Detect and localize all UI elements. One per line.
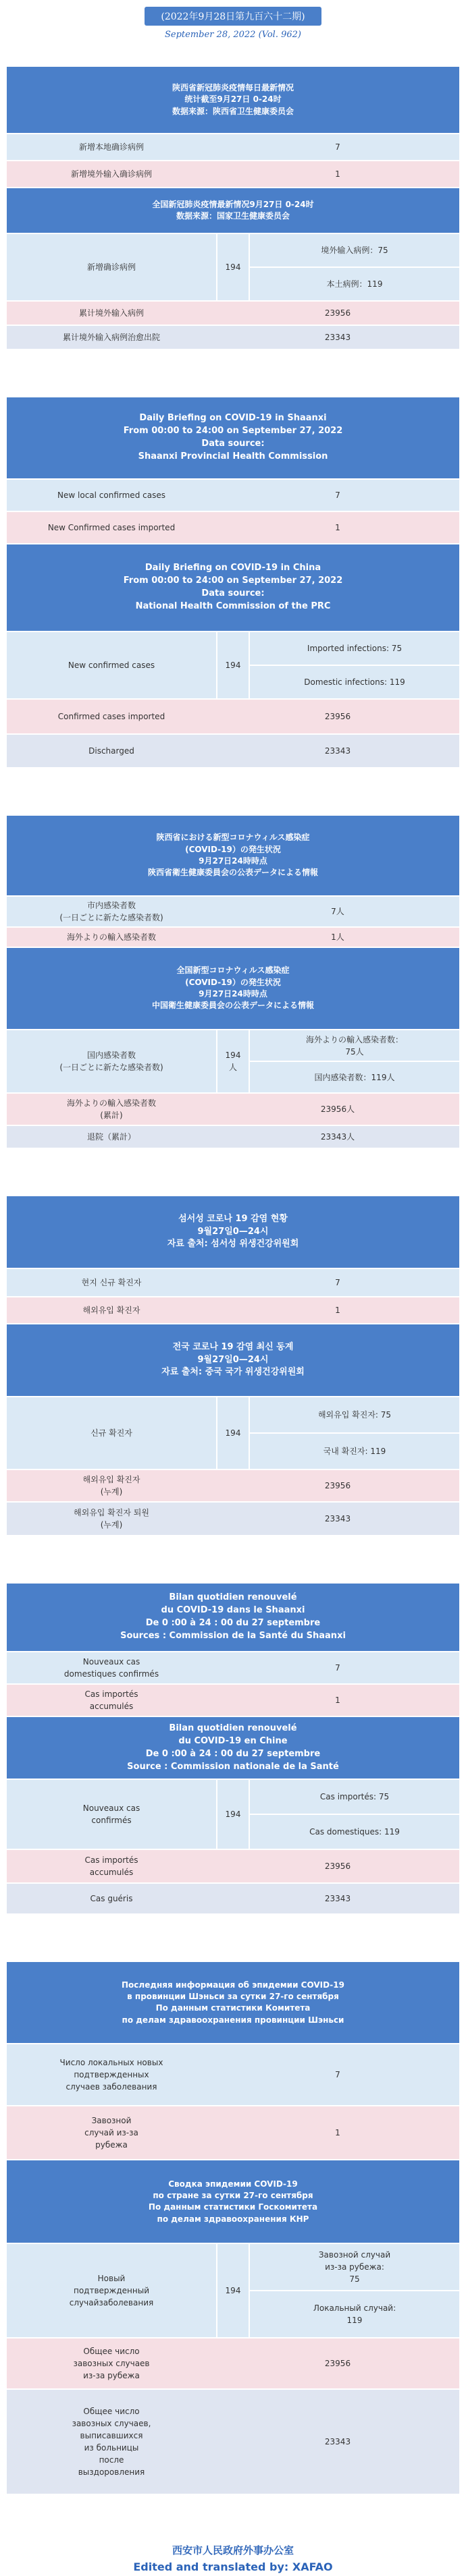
shaanxi-row <box>7 512 459 544</box>
shaanxi-row <box>7 1685 459 1717</box>
row-label: Число локальных новых подтвержденных случаев заболевания <box>7 2044 216 2105</box>
row-value: 1 <box>216 1685 459 1716</box>
shaanxi-row <box>7 480 459 512</box>
shaanxi-header-line: Последняя информация об эпидемии COVID-19 <box>122 1980 344 1990</box>
national-row <box>7 1850 459 1884</box>
shaanxi-header-line: в провинции Шэньси за сутки 27-го сентября <box>127 1991 339 2001</box>
new-cases-label: New confirmed cases <box>7 632 216 698</box>
new-cases-label: 国内感染者数 (一日ごとに新たな感染者数) <box>7 1030 216 1092</box>
imported-cases: 境外输入病例：75 <box>250 234 459 267</box>
new-cases-breakdown <box>250 1030 459 1092</box>
new-cases-total: 194 <box>216 1397 250 1469</box>
domestic-cases: Cas domestiques: 119 <box>250 1814 459 1849</box>
shaanxi-header-line: du COVID-19 dans le Shaanxi <box>161 1605 305 1616</box>
row-label: Cas importés accumulés <box>7 1850 216 1882</box>
national-header-line: De 0 :00 à 24 : 00 du 27 septembre <box>145 1748 321 1759</box>
row-label: 海外よりの輸入感染者数 <box>7 928 216 947</box>
national-header <box>7 188 459 234</box>
new-cases-total: 194 <box>216 1780 250 1849</box>
row-label: Завозной случай из-за рубежа <box>7 2106 216 2159</box>
new-cases-label: Nouveaux cas confirmés <box>7 1780 216 1849</box>
domestic-cases: 国内感染者数：119人 <box>250 1061 459 1092</box>
national-row <box>7 326 459 350</box>
national-row <box>7 302 459 326</box>
shaanxi-header-line: 数据来源：陕西省卫生健康委员会 <box>172 106 294 116</box>
row-label: 累计境外输入病例治愈出院 <box>7 326 216 349</box>
shaanxi-header-line: Shaanxi Provincial Health Commission <box>138 451 328 461</box>
shaanxi-row <box>7 2044 459 2106</box>
domestic-cases: 本土病例：119 <box>250 267 459 300</box>
national-header <box>7 2160 459 2244</box>
row-label: 累计境外输入病例 <box>7 302 216 325</box>
row-value: 1 <box>216 2106 459 2159</box>
shaanxi-row <box>7 2106 459 2160</box>
row-value: 7 <box>216 480 459 511</box>
national-header-line: Daily Briefing on COVID-19 in China <box>145 563 321 573</box>
row-label: Nouveaux cas domestiques confirmés <box>7 1652 216 1683</box>
new-cases-breakdown <box>250 234 459 300</box>
row-label: New local confirmed cases <box>7 480 216 511</box>
national-header-line: 9월27일0—24시 <box>197 1354 269 1365</box>
row-value: 23343 <box>216 326 459 349</box>
row-value: 1 <box>216 161 459 187</box>
row-value: 23343 <box>216 1884 459 1913</box>
row-value: 1人 <box>216 928 459 947</box>
shaanxi-header-line: 9月27日24時時点 <box>199 856 267 866</box>
row-value: 23343 <box>216 1503 459 1535</box>
national-row <box>7 700 459 735</box>
section-en <box>7 397 459 768</box>
row-value: 7 <box>216 2044 459 2105</box>
section-zh <box>7 67 459 350</box>
national-header-line: 全国新冠肺炎疫情最新情况9月27日 0-24时 <box>152 199 314 209</box>
shaanxi-header <box>7 1962 459 2044</box>
shaanxi-header-line: 陝西省における新型コロナウィルス感染症 <box>156 833 310 843</box>
national-header-line: Data source: <box>201 588 265 598</box>
national-header <box>7 1324 459 1397</box>
new-cases-breakdown <box>250 632 459 698</box>
national-header-line: 자료 출처: 중국 국가 위생건강위원회 <box>161 1367 305 1378</box>
row-label: 현지 신규 확진자 <box>7 1269 216 1296</box>
national-header-line: 中国衛生健康委員会の公表データによる情報 <box>151 1001 314 1011</box>
row-label: 新增本地确诊病例 <box>7 134 216 160</box>
national-row <box>7 1503 459 1536</box>
row-value: 7 <box>216 1269 459 1296</box>
shaanxi-row <box>7 897 459 928</box>
section-fr <box>7 1584 459 1915</box>
row-label: Cas importés accumulés <box>7 1685 216 1716</box>
issue-date-cn: (2022年9月28日第九百六十二期) <box>145 7 321 26</box>
row-label: 해외유입 확진자 퇴원 (누계) <box>7 1503 216 1535</box>
imported-cases: 海外よりの輸入感染者数： 75人 <box>250 1030 459 1061</box>
shaanxi-header-line: 统计截至9月27日 0-24时 <box>184 94 282 105</box>
row-label: Confirmed cases imported <box>7 700 216 733</box>
national-header-line: (COVID-19）の発生状況 <box>185 977 281 987</box>
footer-credit: Edited and translated by: XAFAO <box>133 2560 333 2574</box>
row-value: 23343 <box>216 2390 459 2494</box>
shaanxi-row <box>7 1652 459 1685</box>
new-cases-breakdown <box>250 1397 459 1469</box>
footer-org: 西安市人民政府外事办公室 <box>172 2544 294 2557</box>
shaanxi-row <box>7 134 459 161</box>
shaanxi-header <box>7 1584 459 1652</box>
row-value: 23956 <box>216 700 459 733</box>
row-label: 新增境外输入确诊病例 <box>7 161 216 187</box>
row-label: 市内感染者数 (一日ごとに新たな感染者数) <box>7 897 216 926</box>
new-cases-row <box>7 632 459 700</box>
national-header-line: Сводка эпидемии COVID-19 <box>168 2179 298 2189</box>
new-cases-total: 194 <box>216 234 250 300</box>
new-cases-row <box>7 1030 459 1094</box>
row-value: 23956 <box>216 1850 459 1882</box>
row-label: Discharged <box>7 735 216 767</box>
national-header-line: 全国新型コロナウィルス感染症 <box>176 965 290 976</box>
new-cases-breakdown <box>250 2244 459 2337</box>
national-header-line: Bilan quotidien renouvelé <box>169 1723 297 1733</box>
row-value: 23956 <box>216 302 459 325</box>
imported-cases: Imported infections: 75 <box>250 632 459 665</box>
row-value: 1 <box>216 512 459 543</box>
new-cases-label: 신규 확진자 <box>7 1397 216 1469</box>
shaanxi-header-line: По данным статистики Комитета <box>155 2003 311 2013</box>
shaanxi-header-line: Data source: <box>201 439 265 449</box>
new-cases-total: 194 <box>216 632 250 698</box>
national-row <box>7 735 459 768</box>
footer <box>7 2542 459 2576</box>
national-header-line: du COVID-19 en Chine <box>178 1735 288 1746</box>
section-ja <box>7 816 459 1149</box>
national-row <box>7 2390 459 2495</box>
row-value: 7 <box>216 1652 459 1683</box>
row-value: 23343 <box>216 735 459 767</box>
shaanxi-header-line: 섬서성 코로나 19 감염 현황 <box>178 1213 288 1224</box>
national-header-line: 전국 코로나 19 감염 최신 동계 <box>172 1341 294 1352</box>
shaanxi-header-line: Daily Briefing on COVID-19 in Shaanxi <box>139 413 327 424</box>
row-label: 海外よりの輸入感染者数 (累計) <box>7 1094 216 1125</box>
shaanxi-header-line: Sources : Commission de la Santé du Shaanxi <box>120 1630 346 1641</box>
imported-cases: Cas importés: 75 <box>250 1780 459 1814</box>
new-cases-breakdown <box>250 1780 459 1849</box>
shaanxi-header <box>7 397 459 480</box>
domestic-cases: 국내 확진자: 119 <box>250 1432 459 1469</box>
shaanxi-row <box>7 161 459 188</box>
row-label: 해외유입 확진자 <box>7 1297 216 1323</box>
national-row <box>7 1470 459 1503</box>
new-cases-total: 194人 <box>216 1030 250 1092</box>
shaanxi-row <box>7 1269 459 1297</box>
row-label: 해외유입 확진자 (누계) <box>7 1470 216 1501</box>
national-header-line: Source : Commission nationale de la Santé <box>127 1761 339 1772</box>
shaanxi-row <box>7 1297 459 1324</box>
shaanxi-header <box>7 1196 459 1269</box>
shaanxi-header <box>7 816 459 897</box>
national-header-line: по стране за сутки 27-го сентября <box>153 2190 313 2200</box>
row-value: 7 <box>216 134 459 160</box>
shaanxi-header-line: 9월27일0—24시 <box>197 1226 269 1237</box>
shaanxi-header-line: De 0 :00 à 24 : 00 du 27 septembre <box>145 1618 321 1628</box>
shaanxi-header-line: по делам здравоохранения провинции Шэньси <box>122 2015 344 2025</box>
national-row <box>7 1126 459 1149</box>
shaanxi-header-line: 陝西省衛生健康委員会の公表データによる情報 <box>147 868 318 878</box>
new-cases-row <box>7 234 459 302</box>
shaanxi-header-line: From 00:00 to 24:00 on September 27, 2022 <box>123 426 343 437</box>
imported-cases: 해외유입 확진자: 75 <box>250 1397 459 1432</box>
row-label: 退院（累計） <box>7 1126 216 1148</box>
national-header-line: 数据来源：国家卫生健康委员会 <box>176 211 290 221</box>
row-label: New Confirmed cases imported <box>7 512 216 543</box>
section-ko <box>7 1196 459 1536</box>
national-header-line: National Health Commission of the PRC <box>135 600 331 611</box>
row-value: 23956 <box>216 2339 459 2388</box>
new-cases-total: 194 <box>216 2244 250 2337</box>
national-row <box>7 1884 459 1915</box>
new-cases-label: 新增确诊病例 <box>7 234 216 300</box>
domestic-cases: Domestic infections: 119 <box>250 665 459 698</box>
new-cases-row <box>7 1397 459 1470</box>
section-ru <box>7 1962 459 2495</box>
national-header <box>7 544 459 632</box>
row-label: Cas guéris <box>7 1884 216 1913</box>
national-row <box>7 2339 459 2390</box>
new-cases-label: Новый подтвержденный случайзаболевания <box>7 2244 216 2337</box>
national-header-line: по делам здравоохранения КНР <box>157 2214 309 2224</box>
domestic-cases: Локальный случай: 119 <box>250 2290 459 2337</box>
national-header <box>7 948 459 1030</box>
shaanxi-header-line: (COVID-19）の発生状況 <box>185 844 281 854</box>
row-value: 23956 <box>216 1470 459 1501</box>
shaanxi-row <box>7 928 459 948</box>
issue-header <box>7 0 459 26</box>
national-header-line: По данным статистики Госкомитета <box>148 2202 318 2212</box>
imported-cases: Завозной случай из-за рубежа: 75 <box>250 2244 459 2290</box>
row-value: 23343人 <box>216 1126 459 1148</box>
national-header-line: 9月27日24時時点 <box>199 989 267 999</box>
row-value: 1 <box>216 1297 459 1323</box>
row-label: Общее число завозных случаев из-за рубежа <box>7 2339 216 2388</box>
shaanxi-header <box>7 67 459 134</box>
shaanxi-header-line: Bilan quotidien renouvelé <box>169 1592 297 1603</box>
row-value: 7人 <box>216 897 459 926</box>
national-header-line: From 00:00 to 24:00 on September 27, 2022 <box>123 576 343 586</box>
shaanxi-header-line: 자료 출처: 섬서성 위생건강위원회 <box>167 1239 299 1250</box>
row-label: Общее число завозных случаев, выписавшихся из больницы после выздоровления <box>7 2390 216 2494</box>
new-cases-row <box>7 1780 459 1850</box>
shaanxi-header-line: 陕西省新冠肺炎疫情每日最新情况 <box>172 82 294 92</box>
row-value: 23956人 <box>216 1094 459 1125</box>
national-row <box>7 1094 459 1126</box>
new-cases-row <box>7 2244 459 2339</box>
national-header <box>7 1717 459 1780</box>
issue-date-en: September 28, 2022 (Vol. 962) <box>165 30 301 40</box>
